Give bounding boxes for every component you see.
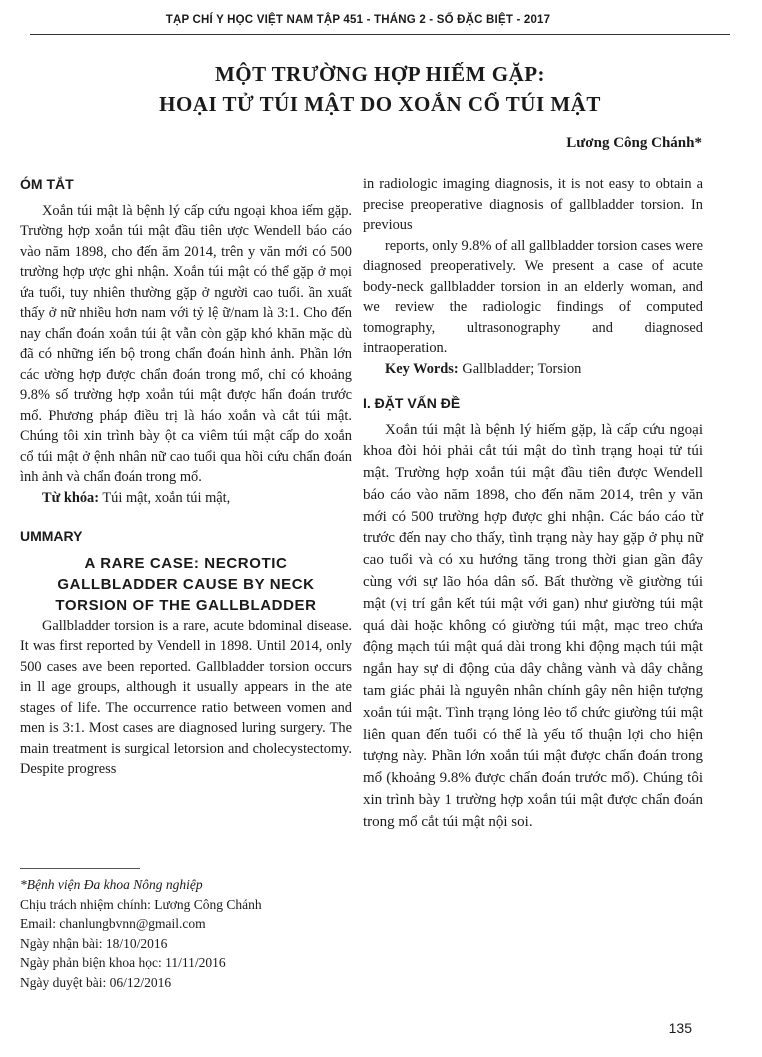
footnote-rule (20, 868, 140, 869)
summary-vi-text: Xoắn túi mật là bệnh lý cấp cứu ngoại khoa iếm gặp. Trường hợp xoắn túi mật đầu tiên ược Wendell báo cáo vào năm 1898, cho đến ăm 2014, trên y văn mới có 500 trường hợp ược ghi nhận. Xoắn túi mật có thể gặp ở mọi ứa tuổi, tuy nhiên thường gặp ở người cao tuổi. ần xuất thấy ở nữ nhiều hơn nam với tỷ lệ ữ/nam là 3:1. Cho đến nay chẩn đoán xoắn túi ật vẫn còn gặp khó khăn mặc dù đã có những iến bộ trong chẩn đoán hình ảnh. Phần lớn các ường hợp được chẩn đoán trong mổ, chỉ có khoảng 9.8% số trường hợp xoắn túi mật được hẩn đoán trước mổ. Phương pháp điều trị là háo xoắn và cắt túi mật. Chúng tôi xin trình bày ột ca viêm túi mật cấp do xoắn cổ túi mật ở ệnh nhân nữ cao tuổi qua hồi cứu chẩn đoán ình ảnh và chẩn đoán trong mổ. (20, 202, 352, 485)
summary-en-text: Gallbladder torsion is a rare, acute bdominal disease. It was first reported by Vendell in 1898. Until 2014, only 500 cases ave been reported. Gallbladder torsion occurs in ll age groups, although it usually appears in the ate stages of life. The occurrence ratio between vomen and men is 3:1. Most cases are diagnosed luring surgery. The main treatment is surgical letorsion and cholecystectomy. Despite progress (20, 617, 352, 777)
en-title-line-1: A RARE CASE: NECROTIC (84, 554, 288, 572)
author: Lương Công Chánh* (566, 135, 702, 151)
en-title-line-3: TORSION OF THE GALLBLADDER (55, 596, 317, 614)
right-column (363, 174, 703, 834)
summary-en-continued-1: in radiologic imaging diagnosis, it is not easy to obtain a precise preoperative diagnosis of gallbladder torsion. In previous (363, 176, 703, 233)
footnote-affiliation: *Bệnh viện Đa khoa Nông nghiệp (20, 877, 203, 892)
intro-text: Xoắn túi mật là bệnh lý hiếm gặp, là cấp cứu ngoại khoa đòi hỏi phải cắt túi mật do tình trạng hoại tử túi mật. Trường hợp xoắn túi mật đầu tiên được Wendell báo cáo vào năm 1898, cho đến năm 2014, trên y văn mới có 500 trường hợp được ghi nhận. Các báo cáo từ trước đến nay cho thấy, tình trạng này hay gặp ở phụ nữ cao tuổi và có xu hướng tăng trong thời gian gần đây cùng với sự lão hóa dân số. Bất thường về giường túi mật (vị trí gắn kết túi mật với gan) như giường túi mật quá dài hoặc không có giường túi mật, mạc treo chứa động mạch túi mật quá dài trong khi động mạch túi mật ngắn hay sự di động của dây chằng vành và dây chằng tam giác phải là nguyên nhân chính gây nên hiện tượng xoắn túi mật. Tình trạng lỏng lẻo tổ chức giường túi mật liên quan đến tuổi có thể là yếu tố thuận lợi cho hiện tượng này. Phần lớn xoắn túi mật được chẩn đoán trong mổ (khoảng 9.8% được chẩn đoán trước mổ). Chúng tôi xin trình bày 1 trường hợp xoắn túi mật được chẩn đoán trong mổ cắt túi mật nội soi. (363, 421, 703, 830)
keywords-en (363, 359, 703, 380)
footnote-received: Ngày nhận bài: 18/10/2016 (20, 935, 168, 951)
keywords-en-label: Key Words: (385, 360, 459, 377)
footnote-responsible: Chịu trách nhiệm chính: Lương Công Chánh (20, 896, 262, 912)
summary-en-continued-2: reports, only 9.8% of all gallbladder torsion cases were diagnosed preoperatively. We present a case of acute body-neck gallbladder torsion in an elderly woman, and we review the radiologic findings of computed tomography, ultrasonography and diagnosed intraoperation. (363, 237, 703, 356)
keywords-vi-value: Túi mật, xoắn túi mật, (102, 489, 231, 506)
left-column (20, 174, 352, 780)
en-title-line-2: GALLBLADDER CAUSE BY NECK (57, 575, 315, 593)
summary-vi-heading: ÓM TẮT (20, 176, 74, 192)
title-line-2: HOẠI TỬ TÚI MẬT DO XOẮN CỔ TÚI MẬT (159, 92, 601, 116)
journal-header: TẠP CHÍ Y HỌC VIỆT NAM TẬP 451 - THÁNG 2 - SỐ ĐẶC BIỆT - 2017 (165, 14, 551, 26)
keywords-en-value: Gallbladder; Torsion (462, 360, 582, 377)
keywords-vi-label: Từ khóa: (42, 489, 100, 506)
footnote (20, 875, 350, 993)
keywords-vi (20, 488, 352, 509)
summary-en-heading: UMMARY (20, 528, 83, 544)
title-line-1: MỘT TRƯỜNG HỢP HIẾM GẶP: (214, 62, 546, 86)
header-rule (30, 34, 730, 35)
footnote-email: Email: chanlungbvnn@gmail.com (20, 916, 206, 932)
section-heading: I. ĐẶT VẤN ĐỀ (363, 395, 461, 411)
page-number: 135 (668, 1020, 692, 1036)
footnote-reviewed: Ngày phản biện khoa học: 11/11/2016 (20, 955, 226, 971)
footnote-accepted: Ngày duyệt bài: 06/12/2016 (20, 974, 172, 990)
